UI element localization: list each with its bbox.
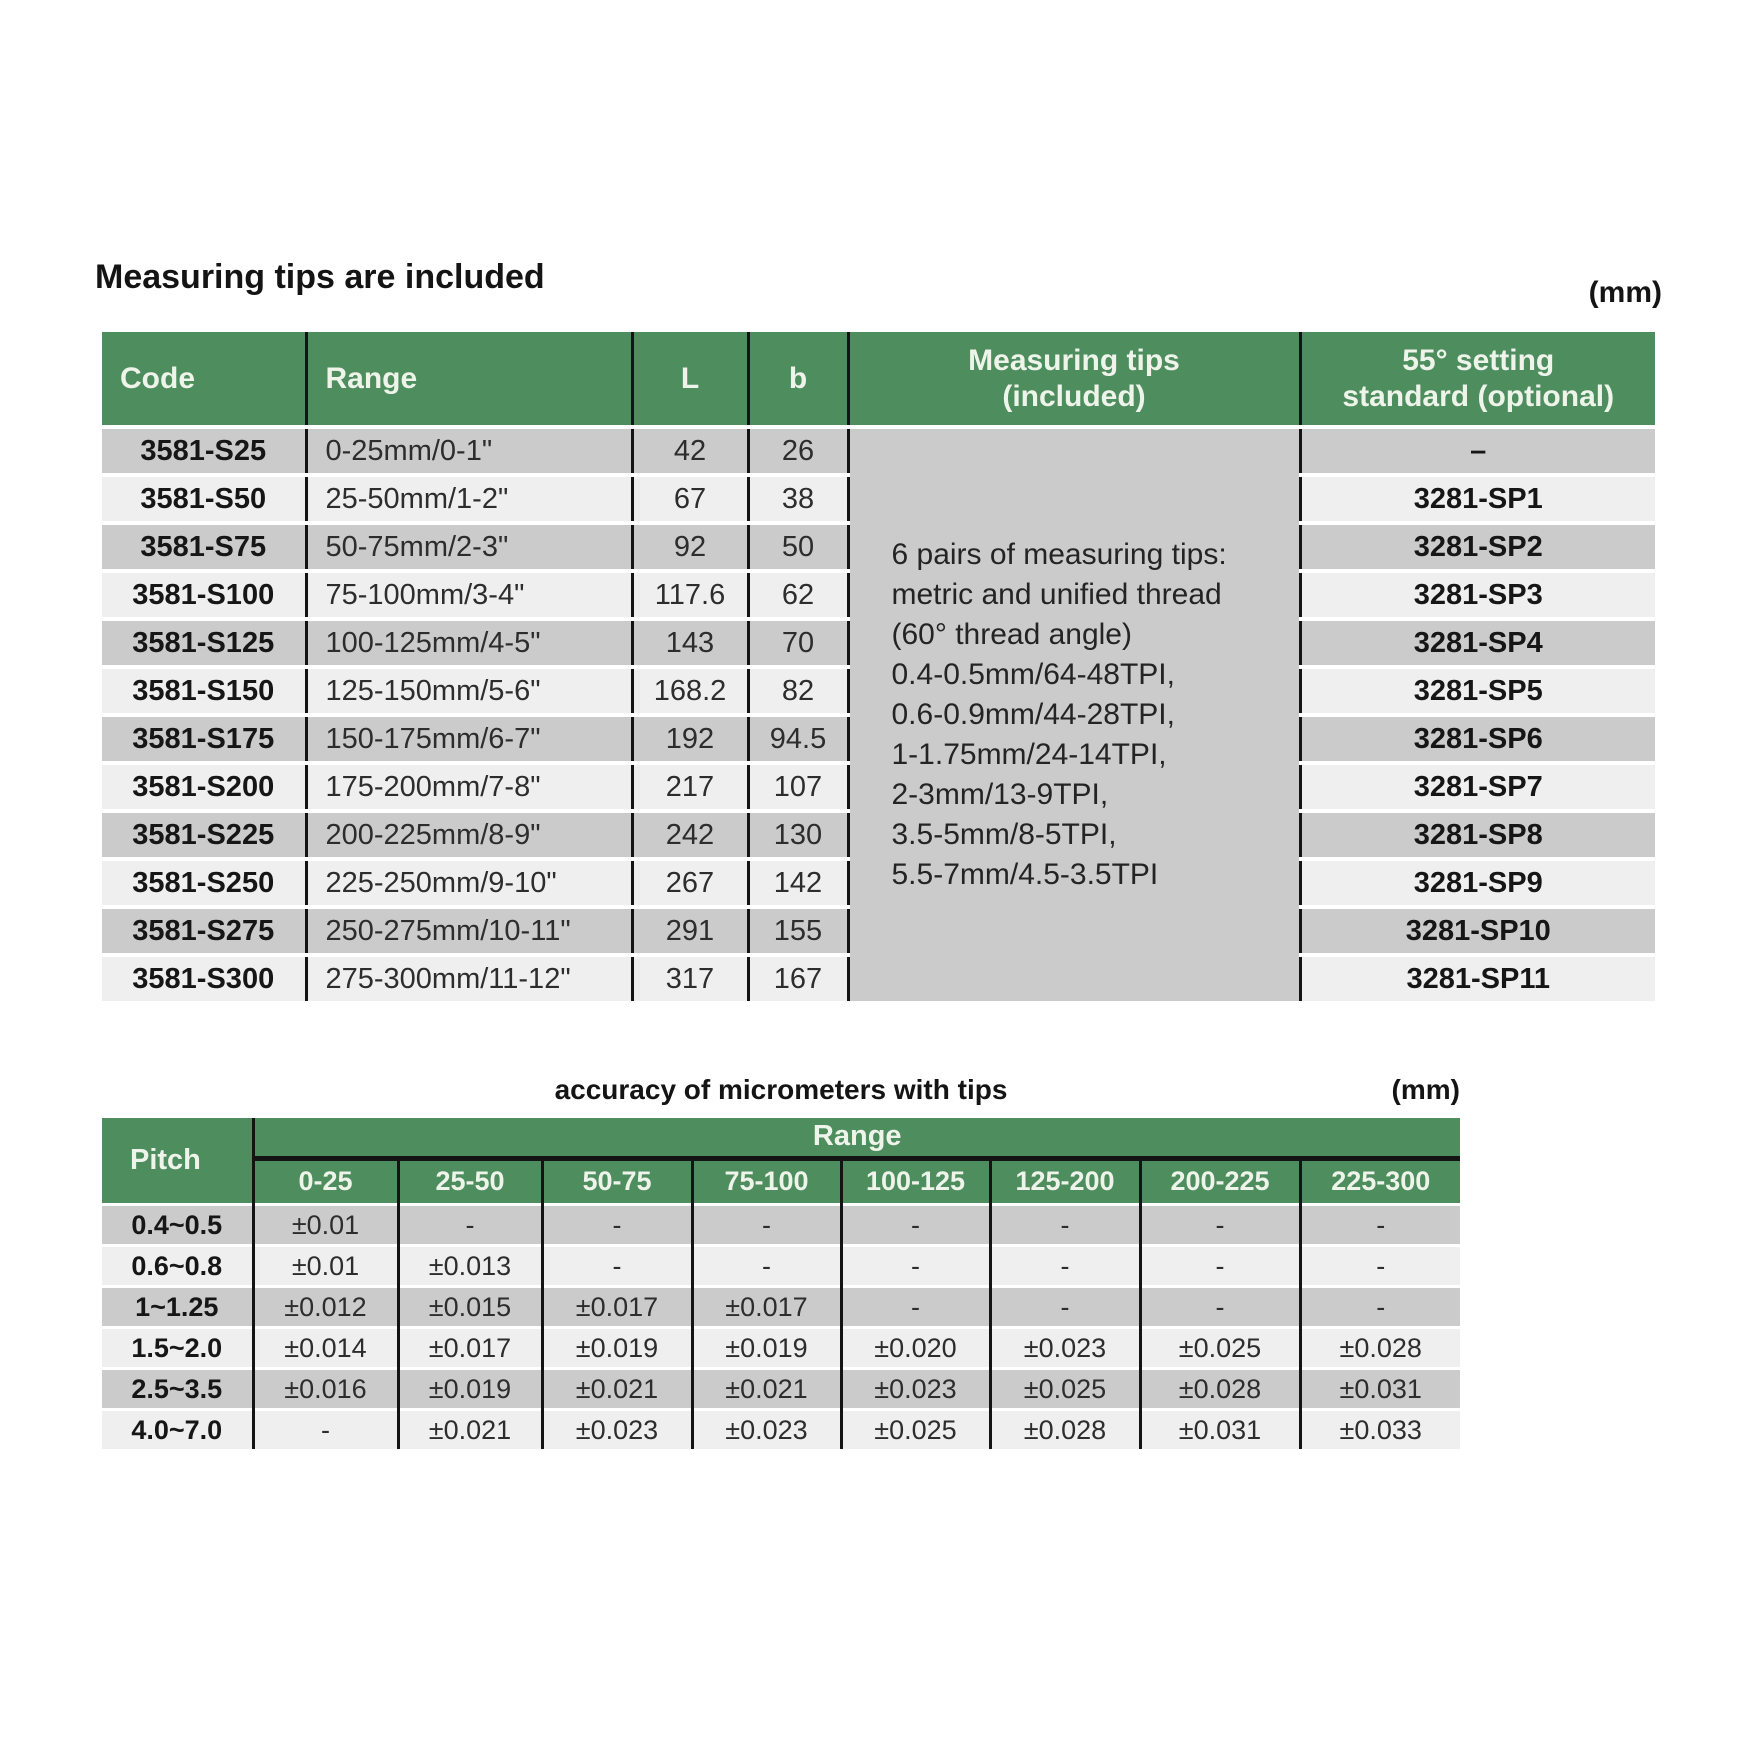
l-cell: 168.2 <box>632 667 748 715</box>
accuracy-cell: ±0.012 <box>253 1287 398 1328</box>
code-cell: 3581-S125 <box>102 619 306 667</box>
setting-standard-cell: 3281-SP1 <box>1300 475 1655 523</box>
code-cell: 3581-S100 <box>102 571 306 619</box>
accuracy-cell: ±0.01 <box>253 1246 398 1287</box>
col-header-range-group: Range <box>253 1118 1460 1159</box>
col-header-l: L <box>632 332 748 427</box>
tips-line: 0.6-0.9mm/44-28TPI, <box>891 698 1175 731</box>
accuracy-table <box>102 1118 1460 1449</box>
range-col-header: 200-225 <box>1140 1159 1300 1205</box>
accuracy-cell: - <box>990 1246 1140 1287</box>
range-cell: 125-150mm/5-6" <box>306 667 632 715</box>
accuracy-cell: ±0.023 <box>692 1410 841 1450</box>
accuracy-cell: ±0.020 <box>841 1328 990 1369</box>
code-cell: 3581-S25 <box>102 427 306 475</box>
accuracy-cell: ±0.021 <box>398 1410 542 1450</box>
setting-standard-cell: 3281-SP6 <box>1300 715 1655 763</box>
accuracy-cell: ±0.017 <box>692 1287 841 1328</box>
range-col-header: 225-300 <box>1300 1159 1460 1205</box>
accuracy-cell: ±0.019 <box>692 1328 841 1369</box>
accuracy-cell: - <box>253 1410 398 1450</box>
included-tips-table <box>102 332 1655 1001</box>
accuracy-row <box>102 1287 1460 1328</box>
accuracy-cell: ±0.015 <box>398 1287 542 1328</box>
accuracy-cell: - <box>1300 1246 1460 1287</box>
accuracy-cell: - <box>841 1246 990 1287</box>
setting-standard-cell: 3281-SP2 <box>1300 523 1655 571</box>
b-cell: 62 <box>748 571 848 619</box>
accuracy-cell: - <box>1300 1287 1460 1328</box>
accuracy-cell: - <box>692 1246 841 1287</box>
b-cell: 38 <box>748 475 848 523</box>
measuring-tips-header-line2: (included) <box>1002 379 1146 413</box>
code-cell: 3581-S50 <box>102 475 306 523</box>
accuracy-row <box>102 1369 1460 1410</box>
unit-label-mm-table2: (mm) <box>1391 1074 1460 1105</box>
range-col-header: 50-75 <box>542 1159 692 1205</box>
l-cell: 117.6 <box>632 571 748 619</box>
measuring-tips-header-line1: Measuring tips <box>968 343 1180 377</box>
code-cell: 3581-S250 <box>102 859 306 907</box>
accuracy-cell: - <box>841 1287 990 1328</box>
setting-standard-cell: 3281-SP4 <box>1300 619 1655 667</box>
l-cell: 192 <box>632 715 748 763</box>
code-cell: 3581-S200 <box>102 763 306 811</box>
setting-standard-cell: 3281-SP9 <box>1300 859 1655 907</box>
b-cell: 167 <box>748 955 848 1001</box>
range-cell: 200-225mm/8-9" <box>306 811 632 859</box>
tips-line: 5.5-7mm/4.5-3.5TPI <box>891 858 1159 891</box>
accuracy-cell: - <box>990 1205 1140 1246</box>
accuracy-cell: ±0.019 <box>542 1328 692 1369</box>
b-cell: 82 <box>748 667 848 715</box>
code-cell: 3581-S175 <box>102 715 306 763</box>
accuracy-cell: ±0.025 <box>1140 1328 1300 1369</box>
accuracy-cell: - <box>841 1205 990 1246</box>
code-cell: 3581-S225 <box>102 811 306 859</box>
l-cell: 42 <box>632 427 748 475</box>
accuracy-cell: ±0.016 <box>253 1369 398 1410</box>
b-cell: 107 <box>748 763 848 811</box>
accuracy-cell: ±0.025 <box>841 1410 990 1450</box>
accuracy-cell: - <box>1140 1246 1300 1287</box>
pitch-cell: 1.5~2.0 <box>102 1328 253 1369</box>
range-cell: 225-250mm/9-10" <box>306 859 632 907</box>
range-cell: 0-25mm/0-1" <box>306 427 632 475</box>
setting-header-line1: 55° setting <box>1402 343 1555 377</box>
l-cell: 67 <box>632 475 748 523</box>
pitch-cell: 0.4~0.5 <box>102 1205 253 1246</box>
accuracy-cell: - <box>542 1246 692 1287</box>
accuracy-cell: ±0.013 <box>398 1246 542 1287</box>
range-cell: 50-75mm/2-3" <box>306 523 632 571</box>
accuracy-cell: ±0.017 <box>542 1287 692 1328</box>
accuracy-cell: ±0.021 <box>542 1369 692 1410</box>
accuracy-cell: ±0.031 <box>1140 1410 1300 1450</box>
setting-standard-cell: 3281-SP5 <box>1300 667 1655 715</box>
col-header-pitch: Pitch <box>102 1118 253 1205</box>
accuracy-cell: ±0.014 <box>253 1328 398 1369</box>
b-cell: 142 <box>748 859 848 907</box>
col-header-measuring-tips <box>848 332 1300 427</box>
b-cell: 155 <box>748 907 848 955</box>
col-header-range: Range <box>306 332 632 427</box>
range-col-header: 75-100 <box>692 1159 841 1205</box>
pitch-cell: 2.5~3.5 <box>102 1369 253 1410</box>
code-cell: 3581-S300 <box>102 955 306 1001</box>
setting-standard-cell: 3281-SP7 <box>1300 763 1655 811</box>
accuracy-cell: - <box>1140 1205 1300 1246</box>
range-cell: 75-100mm/3-4" <box>306 571 632 619</box>
table2-header-row-range <box>102 1118 1460 1159</box>
setting-standard-cell: 3281-SP8 <box>1300 811 1655 859</box>
tips-line: 2-3mm/13-9TPI, <box>891 778 1109 811</box>
pitch-cell: 1~1.25 <box>102 1287 253 1328</box>
range-cell: 100-125mm/4-5" <box>306 619 632 667</box>
range-cell: 25-50mm/1-2" <box>306 475 632 523</box>
code-cell: 3581-S275 <box>102 907 306 955</box>
accuracy-cell: - <box>692 1205 841 1246</box>
accuracy-cell: - <box>542 1205 692 1246</box>
l-cell: 143 <box>632 619 748 667</box>
range-col-header: 125-200 <box>990 1159 1140 1205</box>
setting-standard-cell: 3281-SP3 <box>1300 571 1655 619</box>
code-cell: 3581-S75 <box>102 523 306 571</box>
accuracy-cell: - <box>1300 1205 1460 1246</box>
accuracy-cell: - <box>398 1205 542 1246</box>
b-cell: 130 <box>748 811 848 859</box>
setting-standard-cell: – <box>1300 427 1655 475</box>
setting-standard-cell: 3281-SP11 <box>1300 955 1655 1001</box>
b-cell: 50 <box>748 523 848 571</box>
range-cell: 250-275mm/10-11" <box>306 907 632 955</box>
accuracy-cell: ±0.01 <box>253 1205 398 1246</box>
b-cell: 70 <box>748 619 848 667</box>
accuracy-row <box>102 1328 1460 1369</box>
col-header-code: Code <box>102 332 306 427</box>
table2-header-row-sub <box>102 1159 1460 1205</box>
tips-line: metric and unified thread <box>891 578 1222 611</box>
l-cell: 217 <box>632 763 748 811</box>
tips-line: 0.4-0.5mm/64-48TPI, <box>891 658 1175 691</box>
tips-line: 1-1.75mm/24-14TPI, <box>891 738 1167 771</box>
code-cell: 3581-S150 <box>102 667 306 715</box>
accuracy-cell: ±0.033 <box>1300 1410 1460 1450</box>
tips-line: 3.5-5mm/8-5TPI, <box>891 818 1117 851</box>
accuracy-row <box>102 1205 1460 1246</box>
accuracy-cell: - <box>1140 1287 1300 1328</box>
tips-line: 6 pairs of measuring tips: <box>891 538 1227 571</box>
range-col-header: 0-25 <box>253 1159 398 1205</box>
range-cell: 150-175mm/6-7" <box>306 715 632 763</box>
l-cell: 317 <box>632 955 748 1001</box>
accuracy-cell: - <box>990 1287 1140 1328</box>
b-cell: 94.5 <box>748 715 848 763</box>
l-cell: 291 <box>632 907 748 955</box>
col-header-b: b <box>748 332 848 427</box>
pitch-cell: 4.0~7.0 <box>102 1410 253 1450</box>
range-cell: 275-300mm/11-12" <box>306 955 632 1001</box>
col-header-setting-standard <box>1300 332 1655 427</box>
range-col-header: 100-125 <box>841 1159 990 1205</box>
b-cell: 26 <box>748 427 848 475</box>
accuracy-cell: ±0.025 <box>990 1369 1140 1410</box>
included-tips-title: Measuring tips are included <box>95 258 545 296</box>
pitch-cell: 0.6~0.8 <box>102 1246 253 1287</box>
accuracy-cell: ±0.023 <box>990 1328 1140 1369</box>
accuracy-row <box>102 1246 1460 1287</box>
measuring-tips-cell <box>848 427 1300 1001</box>
unit-label-mm-table1: (mm) <box>1588 276 1662 309</box>
l-cell: 92 <box>632 523 748 571</box>
accuracy-cell: ±0.017 <box>398 1328 542 1369</box>
l-cell: 242 <box>632 811 748 859</box>
accuracy-row <box>102 1410 1460 1450</box>
accuracy-cell: ±0.028 <box>1140 1369 1300 1410</box>
setting-standard-cell: 3281-SP10 <box>1300 907 1655 955</box>
accuracy-cell: ±0.023 <box>841 1369 990 1410</box>
accuracy-cell: ±0.031 <box>1300 1369 1460 1410</box>
accuracy-cell: ±0.021 <box>692 1369 841 1410</box>
table1-header-row <box>102 332 1655 427</box>
table-row <box>102 427 1655 475</box>
range-col-header: 25-50 <box>398 1159 542 1205</box>
l-cell: 267 <box>632 859 748 907</box>
range-cell: 175-200mm/7-8" <box>306 763 632 811</box>
setting-header-line2: standard (optional) <box>1342 379 1615 413</box>
accuracy-table-title: accuracy of micrometers with tips <box>554 1074 1008 1105</box>
accuracy-cell: ±0.023 <box>542 1410 692 1450</box>
accuracy-cell: ±0.028 <box>990 1410 1140 1450</box>
accuracy-cell: ±0.028 <box>1300 1328 1460 1369</box>
tips-line: (60° thread angle) <box>891 618 1132 651</box>
accuracy-cell: ±0.019 <box>398 1369 542 1410</box>
